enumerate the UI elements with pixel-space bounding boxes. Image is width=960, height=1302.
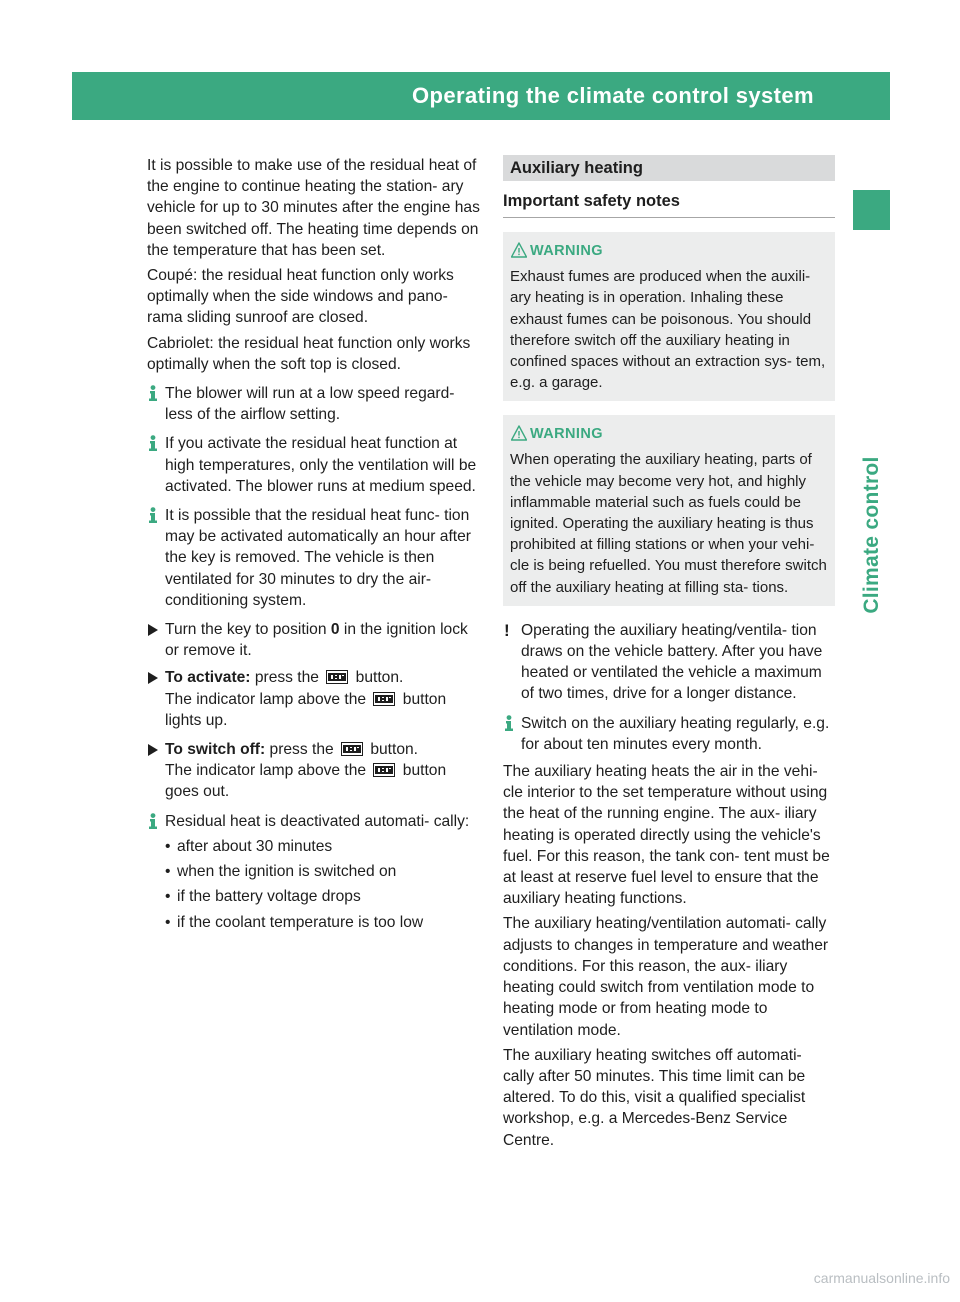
info-icon <box>147 385 159 401</box>
step-label: To activate: <box>165 669 251 687</box>
key-position: 0 <box>330 621 340 639</box>
warning-header <box>510 423 827 445</box>
section-heading: Auxiliary heating <box>503 155 835 181</box>
list-item <box>165 861 483 882</box>
header-bar <box>72 72 951 120</box>
list-item <box>165 912 483 933</box>
step-text: The indicator lamp above the <box>165 690 371 708</box>
step-label: To switch off: <box>165 741 266 759</box>
warning-header <box>510 240 827 262</box>
arrow-right-icon <box>148 672 158 684</box>
list-item-text: if the battery voltage drops <box>177 888 361 906</box>
body-paragraph: The auxiliary heating heats the air in the vehi- cle interior to the set temperature without using the heat of the running engine. The aux- iliary heating is operated directly using the vehicle's fuel. For this reason, the tank con- tent must be at least at reserve fuel level to ensure that the auxiliary heating functions. <box>503 763 830 908</box>
info-note <box>147 383 483 425</box>
info-note-text: Switch on the auxiliary heating regularly, e.g. for about ten minutes every month. <box>521 714 830 753</box>
exclamation-icon: ! <box>504 620 510 640</box>
step-text: button. <box>351 669 404 687</box>
subheading: Important safety notes <box>503 191 835 218</box>
warning-box <box>503 232 835 401</box>
list-item-text: if the coolant temperature is too low <box>177 913 424 931</box>
step-text: The indicator lamp above the <box>165 762 371 780</box>
warning-text: Exhaust fumes are produced when the auxili- ary heating is in operation. Inhaling these exhaust fumes can be poisonous. You should therefore switch off the auxiliary heating in confined spaces without an extraction sys- tem, e.g. a garage. <box>510 268 826 392</box>
page-title: Operating the climate control system <box>412 83 814 108</box>
caution-text: Operating the auxiliary heating/ventila- tion draws on the vehicle battery. After you have heated or ventilated the vehicle a maximum of two times, drive for a longer distance. <box>521 621 823 703</box>
warning-triangle-icon <box>511 242 527 258</box>
intro-paragraph: It is possible to make use of the residual heat of the engine to continue heating the station- ary vehicle for up to 30 minutes after the engine has been switched off. The heating time depends on the temperature that has been set. <box>147 157 480 259</box>
step-text: in the ignition lock or remove it. <box>165 621 468 660</box>
coupe-paragraph: Coupé: the residual heat function only works optimally when the side windows and pano- rama sliding sunroof are closed. <box>147 267 454 327</box>
step-text: Turn the key to position <box>165 621 331 639</box>
instruction-step <box>147 739 483 803</box>
step-text: button lights up. <box>165 690 447 729</box>
page-number: 137 <box>918 85 951 106</box>
step-text: button goes out. <box>165 762 447 801</box>
list-item <box>165 886 483 907</box>
warning-text: When operating the auxiliary heating, parts of the vehicle may become very hot, and highly inflammable material such as fuels could be ignited. Operating the auxiliary heating is thus prohibited at filling stations or when your vehi- cle is being refuelled. You must therefore switch off the auxiliary heating at filling sta- tions. <box>510 451 827 596</box>
body-paragraph: The auxiliary heating switches off automati- cally after 50 minutes. This time limit can be altered. To do this, visit a qualified specialist workshop, e.g. a Mercedes-Benz Service Centre. <box>503 1046 806 1149</box>
info-note-text: The blower will run at a low speed regard- less of the airflow setting. <box>165 385 455 424</box>
right-column <box>503 155 835 1155</box>
left-column <box>147 155 483 937</box>
info-note-text: If you activate the residual heat function at high temperatures, only the ventilation will be activated. The blower runs at medium speed. <box>165 435 477 495</box>
arrow-right-icon <box>148 744 158 756</box>
list-item-text: when the ignition is switched on <box>177 863 397 881</box>
chapter-label-text: Climate control <box>860 456 883 614</box>
rest-button-icon <box>373 692 395 706</box>
info-note <box>147 505 483 611</box>
rest-button-icon <box>341 742 363 756</box>
chapter-tab <box>853 190 890 230</box>
info-icon <box>147 813 159 829</box>
step-text: press the <box>250 669 324 687</box>
body-paragraph: The auxiliary heating/ventilation automati- cally adjusts to changes in temperature and weather conditions. For this reason, the aux- iliary heating could switch from ventilation mode to heating mode or from heating mode to ventilation mode. <box>503 915 829 1039</box>
chapter-side-label <box>852 390 892 680</box>
instruction-step <box>147 667 483 731</box>
bullet-icon: • <box>165 888 171 906</box>
cabriolet-paragraph: Cabriolet: the residual heat function only works optimally when the soft top is closed. <box>147 334 471 373</box>
bullet-icon: • <box>165 913 171 931</box>
info-icon <box>147 507 159 523</box>
info-note <box>503 713 835 755</box>
info-note <box>147 433 483 497</box>
info-note-text: Residual heat is deactivated automati- cally: <box>165 812 470 830</box>
rest-button-icon <box>373 763 395 777</box>
deactivation-list <box>165 836 483 933</box>
arrow-right-icon <box>148 624 158 636</box>
info-icon <box>147 435 159 451</box>
instruction-step <box>147 619 483 661</box>
caution-note <box>503 620 835 705</box>
info-note-text: It is possible that the residual heat func- tion may be activated automatically an hour after the key is removed. The vehicle is then ventilated for 30 minutes to dry the air- conditioning system. <box>165 507 471 609</box>
rest-button-icon <box>326 670 348 684</box>
list-item-text: after about 30 minutes <box>177 837 333 855</box>
step-text: press the <box>265 741 338 759</box>
warning-label: WARNING <box>530 243 603 260</box>
warning-box <box>503 415 835 605</box>
bullet-icon: • <box>165 837 171 855</box>
info-note <box>147 811 483 933</box>
warning-triangle-icon <box>511 425 527 441</box>
warning-label: WARNING <box>530 426 603 443</box>
list-item <box>165 836 483 857</box>
bullet-icon: • <box>165 863 171 881</box>
watermark: carmanualsonline.info <box>813 1270 950 1286</box>
step-text: button. <box>366 741 419 759</box>
info-icon <box>503 715 515 731</box>
